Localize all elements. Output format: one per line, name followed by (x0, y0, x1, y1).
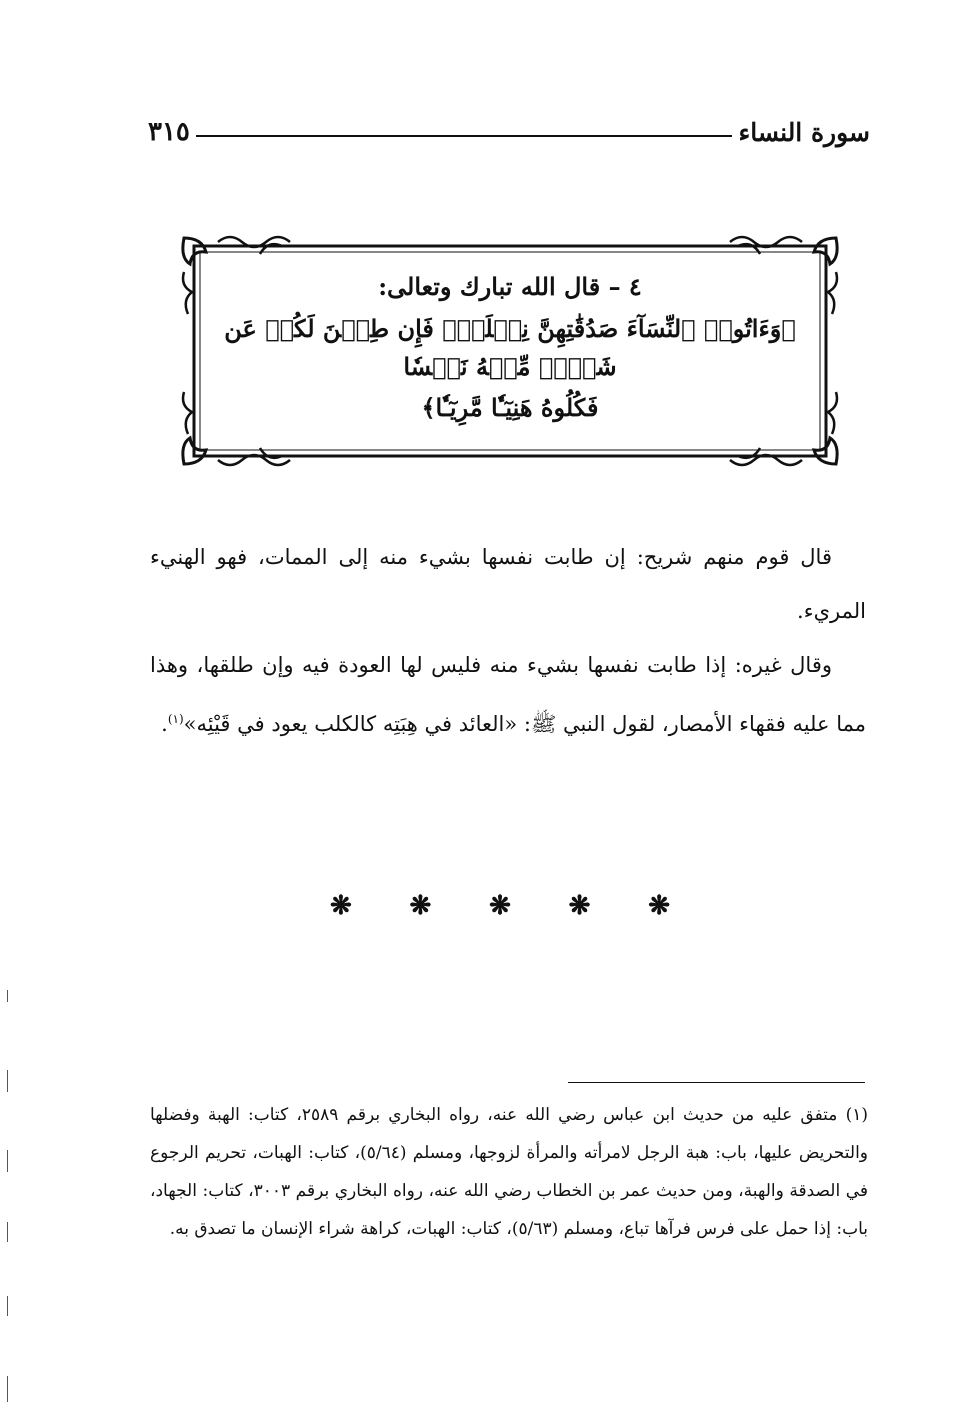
quran-verse-line-2: فَكُلُوهُ هَنِيٓـٔٗا مَّرِيٓـٔٗا﴾ (421, 392, 599, 422)
paragraph-shurayh: قال قوم منهم شريح: إن طابت نفسها بشيء منه إلى الممات، فهو الهنيء المريء. (150, 545, 866, 623)
footnote-reference[interactable]: (١) (167, 712, 184, 726)
scan-margin-mark (7, 990, 8, 1002)
paragraph-end: . (161, 712, 168, 736)
star-ornament-icon: ❋ (648, 891, 670, 921)
verse-heading: ٤ – قال الله تبارك وتعالى: (378, 272, 642, 301)
paragraph-others-text: وقال غيره: إذا طابت نفسها بشيء منه فليس لها العودة فيه وإن طلقها، وهذا مما عليه فقهاء الأمصار، لقول النبي ﷺ: «العائد في هِبَتِه كالكلب يعود في قَيْئِه» (150, 653, 866, 736)
page-number: ٣١٥ (148, 117, 190, 147)
quran-verse-line-1: ﴿وَءَاتُوا۟ ٱلنِّسَآءَ صَدُقَٰتِهِنَّ نِحۡلَةًۚ فَإِن طِبۡنَ لَكُمۡ عَن شَيۡءٖ مِّنۡهُ نَفۡسٗا (224, 314, 796, 381)
scan-margin-mark (7, 1296, 8, 1316)
ornamental-frame (178, 232, 842, 470)
footnote-1: (١) متفق عليه من حديث ابن عباس رضي الله عنه، رواه البخاري برقم ٢٥٨٩، كتاب: الهبة وفضلها والتحريض عليها، باب: هبة الرجل لامرأته والمرأة لزوجها، ومسلم (٥/٦٤)، كتاب: الهبات، تحريم الرجوع في الصدقة والهبة، ومن حديث عمر بن الخطاب رضي الله عنه، رواه البخاري برقم ٣٠٠٣، كتاب: الجهاد، باب: إذا حمل على فرس فرآها تباع، ومسلم (٥/٦٣)، كتاب: الهبات، كراهة شراء الإنسان ما تصدق به. (150, 1105, 868, 1239)
footnote-divider (568, 1082, 865, 1083)
star-ornament-icon: ❋ (409, 891, 432, 921)
commentary-body (150, 530, 866, 751)
star-ornament-icon: ❋ (568, 891, 591, 921)
scan-margin-mark (7, 1150, 8, 1172)
sura-title: سورة النساء (738, 117, 870, 147)
header-rule (196, 135, 733, 137)
star-ornament-icon: ❋ (330, 891, 352, 921)
scan-margin-mark (7, 1070, 8, 1092)
paragraph-others (150, 638, 866, 751)
section-separator (330, 886, 670, 926)
frame-content (216, 268, 804, 440)
scan-margin-mark (7, 1222, 8, 1242)
scan-margin-mark (7, 1376, 8, 1402)
star-ornament-icon: ❋ (489, 891, 511, 921)
page-header (148, 112, 870, 152)
